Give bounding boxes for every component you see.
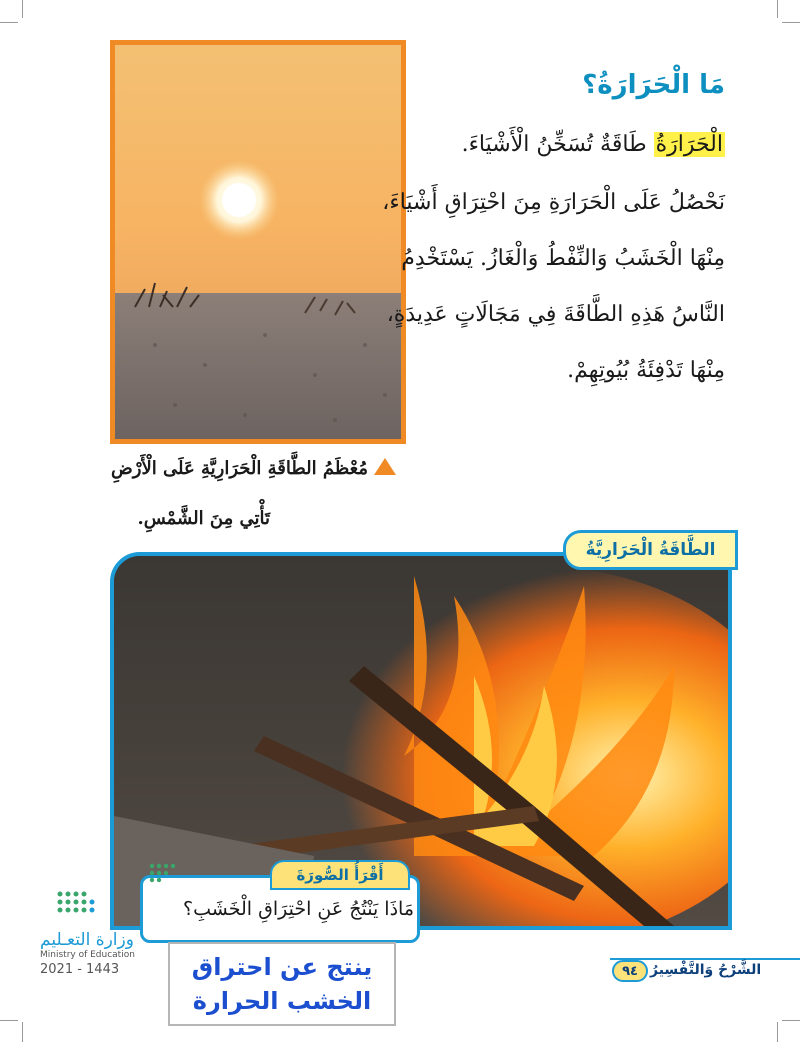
page-number: ٩٤ <box>612 960 648 982</box>
ministry-name-arabic: وزارة التعـليم <box>40 930 134 950</box>
crop-mark <box>777 0 778 18</box>
paragraph-line: النَّاسُ هَذِهِ الطَّاقَةَ فِي مَجَالَاتٍ عَدِيدَةٍ، <box>386 302 725 327</box>
caption-triangle-icon <box>374 458 396 475</box>
ministry-year: 2021 - 1443 <box>40 962 120 977</box>
ministry-logo-icon <box>40 888 110 928</box>
paragraph-line: نَحْصُلُ عَلَى الْحَرَارَةِ مِنَ احْتِرَاقِ أَشْيَاءَ، <box>382 190 725 215</box>
crop-mark <box>777 1022 778 1042</box>
read-image-question: مَاذَا يَنْتُجُ عَنِ احْتِرَاقِ الْخَشَبِ؟ <box>183 898 414 920</box>
caption-line: مُعْظَمُ الطَّاقَةِ الْحَرَارِيَّةِ عَلَى الْأَرْضِ <box>111 458 368 479</box>
highlighted-term: الْحَرَارَةُ <box>655 132 723 157</box>
crop-mark <box>22 0 23 18</box>
crop-mark <box>782 1020 800 1021</box>
definition-line <box>462 132 725 157</box>
crop-mark <box>22 1022 23 1042</box>
crop-mark <box>0 22 18 23</box>
read-image-tab: أَقْرَأُ الصُّورَةَ <box>270 860 410 890</box>
paragraph-line: مِنْهَا تَدْفِئَةُ بُيُوتِهِمْ. <box>567 358 725 383</box>
crop-mark <box>0 1020 18 1021</box>
definition-text: طَاقَةٌ تُسَخِّنُ الْأَشْيَاءَ. <box>461 132 654 157</box>
section-title: مَا الْحَرَارَةُ؟ <box>582 70 725 100</box>
caption-line: تَأْتِي مِنَ الشَّمْسِ. <box>137 508 270 529</box>
answer-line: ينتج عن احتراق <box>191 953 373 981</box>
ministry-name-english: Ministry of Education <box>40 950 135 960</box>
section-tag: الطَّاقَةُ الْحَرَارِيَّةُ <box>563 530 738 570</box>
campfire-photo <box>110 552 732 930</box>
desert-sunset-photo <box>110 40 406 444</box>
footer-section-label: الشَّرْحُ وَالتَّفْسِيرُ <box>650 962 762 978</box>
paragraph-line: مِنْهَا الْخَشَبُ وَالنِّفْطُ وَالْغَازُ. يَسْتَخْدِمُ <box>401 246 725 271</box>
answer-box <box>168 942 396 1026</box>
crop-mark <box>782 22 800 23</box>
dots-decoration-icon <box>148 862 180 886</box>
answer-line: الخشب الحرارة <box>192 987 372 1015</box>
